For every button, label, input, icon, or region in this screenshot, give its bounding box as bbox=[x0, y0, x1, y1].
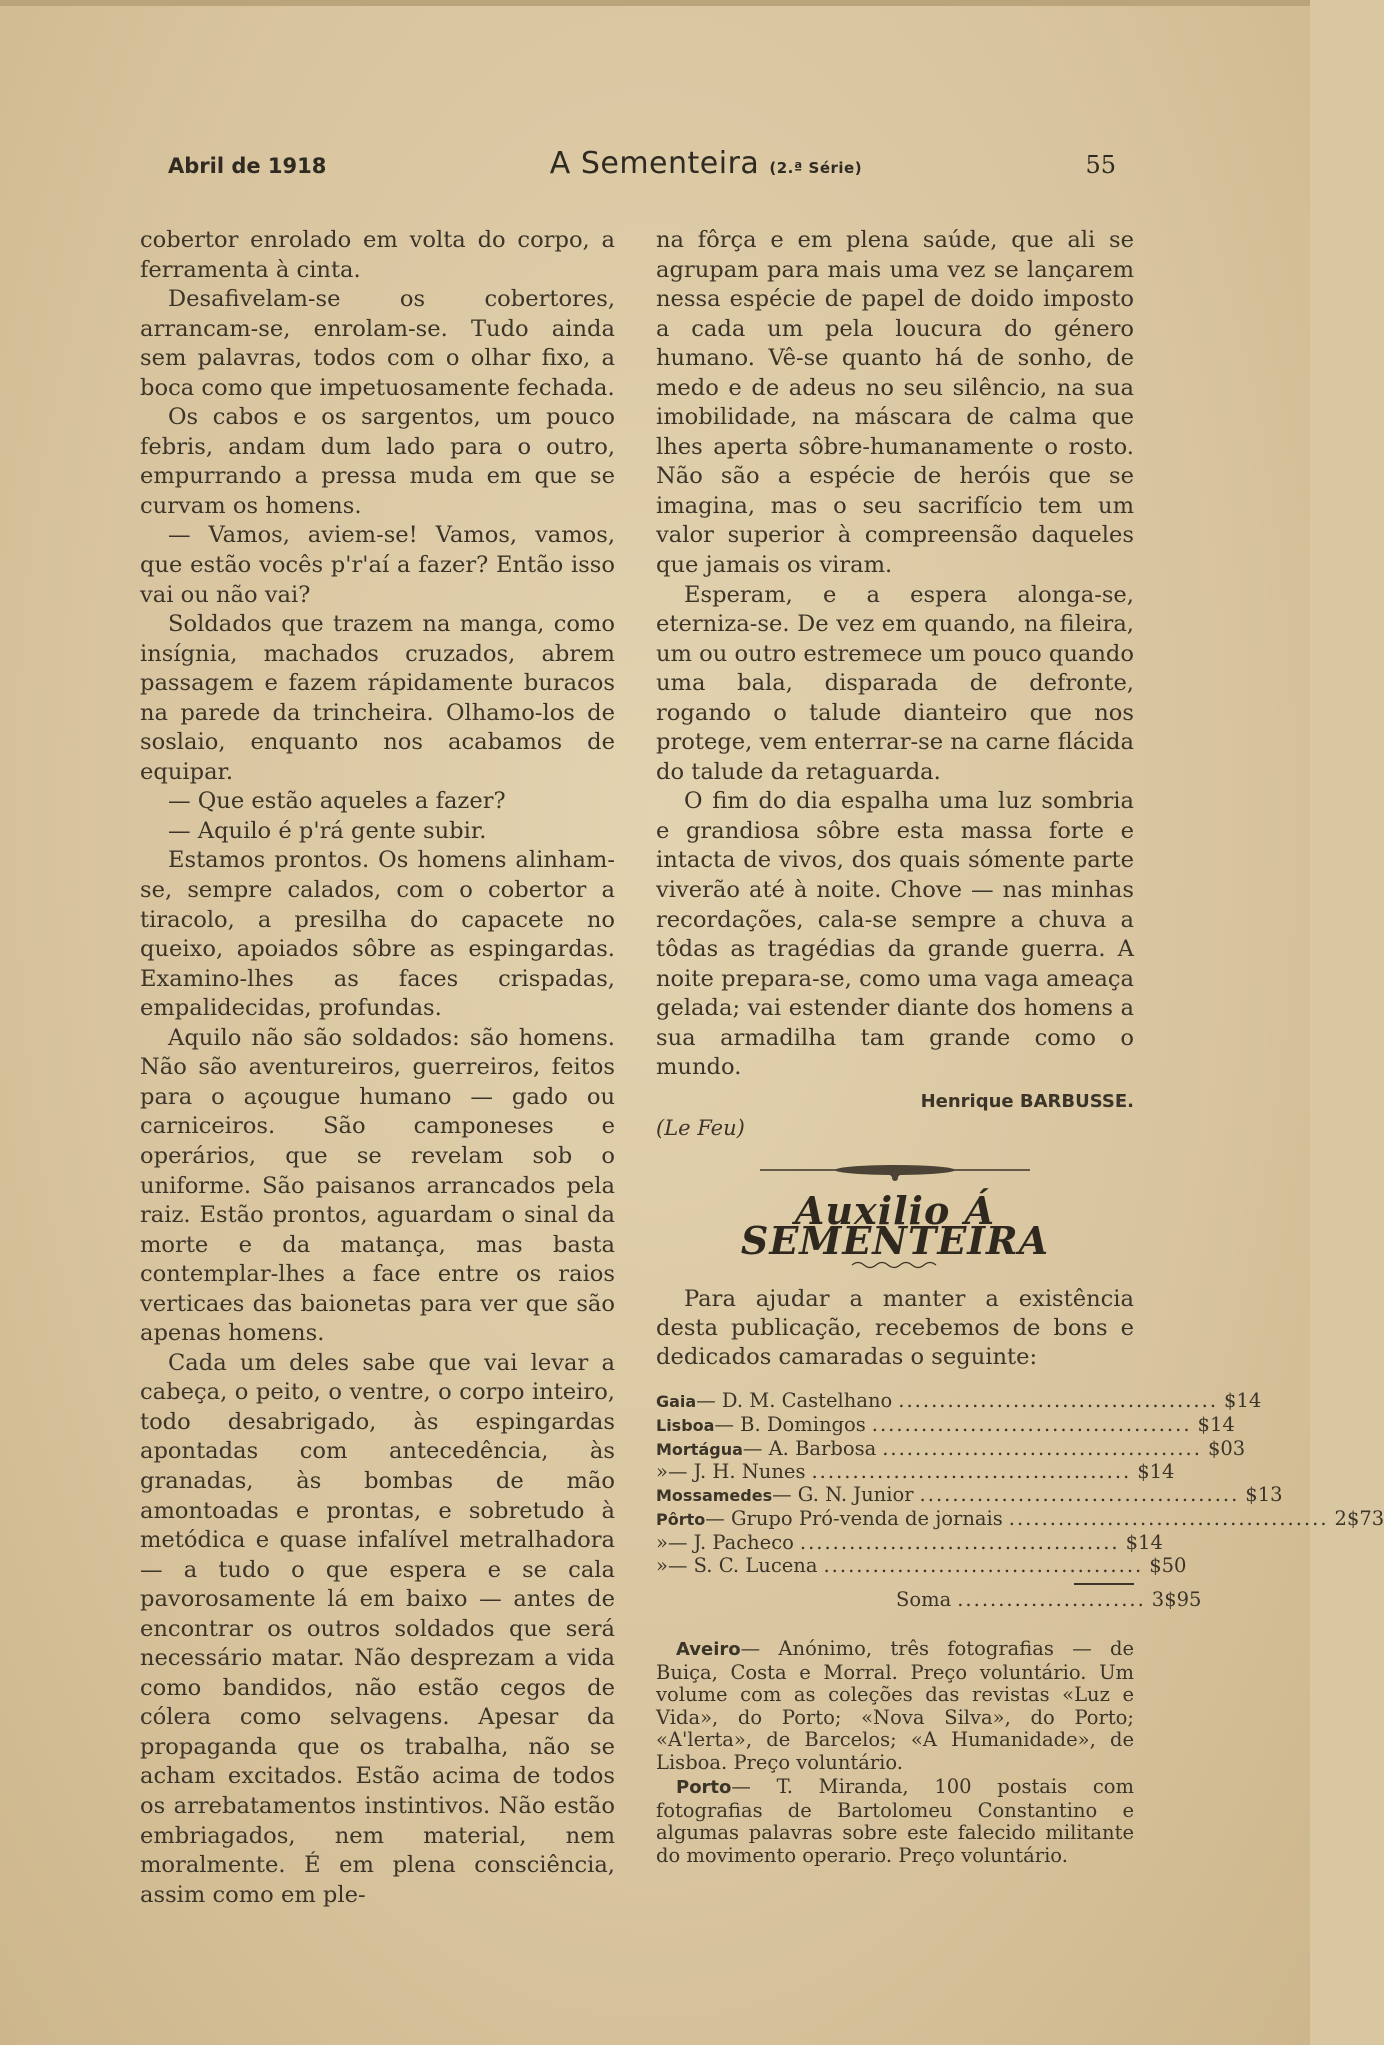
donation-place: Gaia bbox=[656, 1392, 697, 1412]
dot-leader: ....................................... bbox=[882, 1436, 1202, 1460]
donation-amount: $03 bbox=[1207, 1436, 1246, 1460]
note-city: Aveiro bbox=[676, 1639, 741, 1661]
left-column bbox=[140, 226, 615, 1910]
dot-leader: ....................................... bbox=[811, 1460, 1132, 1484]
top-edge-rule bbox=[0, 0, 1310, 6]
small-ornament bbox=[656, 1259, 1134, 1269]
page-header bbox=[168, 146, 1116, 186]
paragraph: Estamos prontos. Os homens alinham-se, sempre calados, com o cobertor a tiracolo, a presilha do capacete no queixo, apoiados sôbre as espingardas. Examino-lhes as faces crispadas, empalidecidas, profundas. bbox=[140, 847, 615, 1022]
paragraph: Cada um deles sabe que vai levar a cabeça, o peito, o ventre, o corpo inteiro, todo desabrigado, às espingardas apontadas com antecedência, às granadas, às bombas de mão amontoadas e prontas, e sobretudo à metódica e quase infalível metralhadora — a tudo o que espera e se cala pavorosamente lá em baixo — antes de encontrar os outros soldados que será necessário matar. Não desprezam a vida como bandidos, não estão cegos de cólera como selvagens. Apesar da propaganda que os trabalha, não se acham excitados. Estão acima de todos os arrebatamentos instintivos. Não estão embriagados, nem material, nem moralmente. É em plena consciência, assim como em ple- bbox=[140, 1349, 615, 1908]
donation-row bbox=[656, 1553, 1187, 1578]
dot-leader: ....................................... bbox=[898, 1389, 1219, 1413]
donation-amount: $50 bbox=[1149, 1553, 1187, 1577]
paragraph: Aquilo não são soldados: são homens. Não são aventureiros, guerreiros, feitos para o açougue humano — gado ou carniceiros. São camponeses e operários, que se revelam sob o uniforme. São paisanos arrancados pela raiz. Estão prontos, aguardam o sinal da morte e da matança, mas basta contemplar-lhes a face entre os raios verticaes das baionetas para ver que são apenas homens. bbox=[140, 1024, 615, 1347]
ornament-icon bbox=[750, 1158, 1040, 1184]
paragraph: Soldados que trazem na manga, como insígnia, machados cruzados, abrem passagem e fazem rápidamente buracos na parede da trincheira. Olhamo-los de soslaio, enquanto nos acabamos de equipar. bbox=[140, 611, 615, 785]
publication-title bbox=[550, 146, 862, 181]
donation-place: Mossamedes bbox=[656, 1486, 773, 1506]
donation-amount: $14 bbox=[1125, 1530, 1163, 1554]
dot-leader: ....................................... bbox=[919, 1483, 1240, 1507]
right-column bbox=[656, 226, 1384, 1869]
intro-text: Para ajudar a manter a existência desta publicação, recebemos de bons e dedicados camaradas o seguinte: bbox=[656, 1286, 1134, 1371]
dot-leader: ....................... bbox=[957, 1588, 1146, 1612]
donation-row bbox=[656, 1389, 1262, 1414]
series-label: (2.ª Série) bbox=[769, 159, 863, 177]
sum-row bbox=[656, 1588, 1202, 1612]
donation-row bbox=[656, 1507, 1384, 1532]
donation-place: Pôrto bbox=[656, 1510, 706, 1530]
donation-amount: 2$73 bbox=[1334, 1507, 1384, 1531]
dot-leader: ....................................... bbox=[823, 1553, 1144, 1577]
donation-row bbox=[656, 1460, 1175, 1484]
sum-rule bbox=[1074, 1583, 1134, 1585]
paragraph: O fim do dia espalha uma luz sombria e grandiosa sôbre esta massa forte e intacta de vivos, dos quais sómente parte viverão até à noite. Chove — nas minhas recordações, cala-se sempre a chuva a tôdas as tragédias da grande guerra. A noite prepara-se, como uma vaga ameaça gelada; vai estender diante dos homens a sua armadilha tam grande como o mundo. bbox=[656, 788, 1134, 1081]
donation-donor: — A. Barbosa bbox=[742, 1436, 877, 1460]
section-title: Auxilio Á SEMENTEIRA bbox=[740, 1187, 1050, 1263]
author-signature: Henrique BARBUSSE. bbox=[920, 1090, 1134, 1112]
donation-donor: — Grupo Pró-venda de jornais bbox=[705, 1507, 1003, 1531]
sum-label: Soma bbox=[896, 1588, 952, 1612]
donation-list bbox=[656, 1389, 1384, 1612]
donation-row bbox=[656, 1483, 1283, 1508]
paragraph: — Aquilo é p'rá gente subir. bbox=[168, 817, 487, 844]
paragraph: Desafivelam-se os cobertores, arrancam-se, enrolam-se. Tudo ainda sem palavras, todos com o olhar fixo, a boca como que impetuosamente fechada. bbox=[140, 286, 615, 401]
note-text: — T. Miranda, 100 postais com fotografias de Bartolomeu Constantino e algumas palavras sobre este falecido militante do movimento operario. Preço voluntário. bbox=[656, 1775, 1134, 1867]
donation-donor: — G. N. Junior bbox=[772, 1483, 914, 1507]
donation-amount: $14 bbox=[1197, 1412, 1235, 1436]
note-text: — Anónimo, três fotografias — de Buiça, Costa e Morral. Preço voluntário. Um volume com as coleções das revistas «Luz e Vida», do Porto; «Nova Silva», do Porto; «A'lerta», de Barcelos; «A Humanidade», de Lisboa. Preço voluntário. bbox=[656, 1637, 1134, 1774]
dot-leader: ....................................... bbox=[799, 1530, 1120, 1554]
ditto-mark: » bbox=[656, 1553, 668, 1577]
donation-row bbox=[656, 1412, 1235, 1438]
ditto-mark: » bbox=[656, 1530, 668, 1554]
paragraph: Os cabos e os sargentos, um pouco febris, andam dum lado para o outro, empurrando a pressa muda em que se curvam os homens. bbox=[140, 404, 615, 519]
donation-donor: — J. H. Nunes bbox=[667, 1460, 806, 1484]
donation-place: Mortágua bbox=[656, 1439, 743, 1459]
ornament-divider bbox=[656, 1158, 1134, 1184]
note-item bbox=[656, 1638, 1134, 1774]
paragraph: cobertor enrolado em volta do corpo, a ferramenta à cinta. bbox=[140, 227, 615, 283]
issue-date: Abril de 1918 bbox=[168, 154, 327, 178]
donation-donor: — B. Domingos bbox=[714, 1412, 866, 1436]
donation-amount: $14 bbox=[1137, 1460, 1175, 1484]
page-number: 55 bbox=[1085, 151, 1116, 179]
sum-amount: 3$95 bbox=[1151, 1588, 1202, 1612]
donation-place: Lisboa bbox=[656, 1415, 715, 1435]
paragraph: na fôrça e em plena saúde, que ali se agrupam para mais uma vez se lançarem nessa espécie de papel de doido imposto a cada um pela loucura do género humano. Vê-se quanto há de sonho, de medo e de adeus no seu silêncio, na sua imobilidade, na máscara de calma que lhes aperta sôbre-humanamente o rosto. Não são a espécie de heróis que se imagina, mas o seu sacrifício tem um valor superior à compreensão daqueles que jamais os viram. bbox=[656, 227, 1134, 579]
paragraph: Esperam, e a espera alonga-se, eterniza-se. De vez em quando, na fileira, um ou outro estremece um pouco quando uma bala, disparada de defronte, rogando o talude dianteiro que nos protege, vem enterrar-se na carne flácida do talude da retaguarda. bbox=[656, 581, 1134, 785]
donation-notes bbox=[656, 1638, 1134, 1867]
donation-amount: $13 bbox=[1245, 1483, 1283, 1507]
note-city: Porto bbox=[676, 1777, 732, 1799]
donation-donor: — J. Pacheco bbox=[667, 1530, 794, 1554]
dot-leader: ....................................... bbox=[871, 1412, 1192, 1436]
ditto-mark: » bbox=[656, 1460, 668, 1484]
donation-amount: $14 bbox=[1224, 1389, 1262, 1413]
note-item bbox=[656, 1776, 1134, 1867]
donation-donor: — S. C. Lucena bbox=[667, 1553, 818, 1577]
paragraph: — Que estão aqueles a fazer? bbox=[168, 788, 506, 815]
source-citation: (Le Feu) bbox=[656, 1116, 745, 1141]
wave-ornament-icon bbox=[850, 1259, 940, 1269]
dot-leader: ....................................... bbox=[1008, 1507, 1329, 1531]
donation-row bbox=[656, 1530, 1163, 1555]
section-intro bbox=[656, 1285, 1134, 1372]
donation-donor: — D. M. Castelhano bbox=[696, 1389, 893, 1413]
title-text: A Sementeira bbox=[549, 146, 760, 181]
paragraph: — Vamos, aviem-se! Vamos, vamos, que estão vocês p'r'aí a fazer? Então isso vai ou não vai? bbox=[140, 522, 615, 608]
donation-row bbox=[656, 1436, 1246, 1462]
